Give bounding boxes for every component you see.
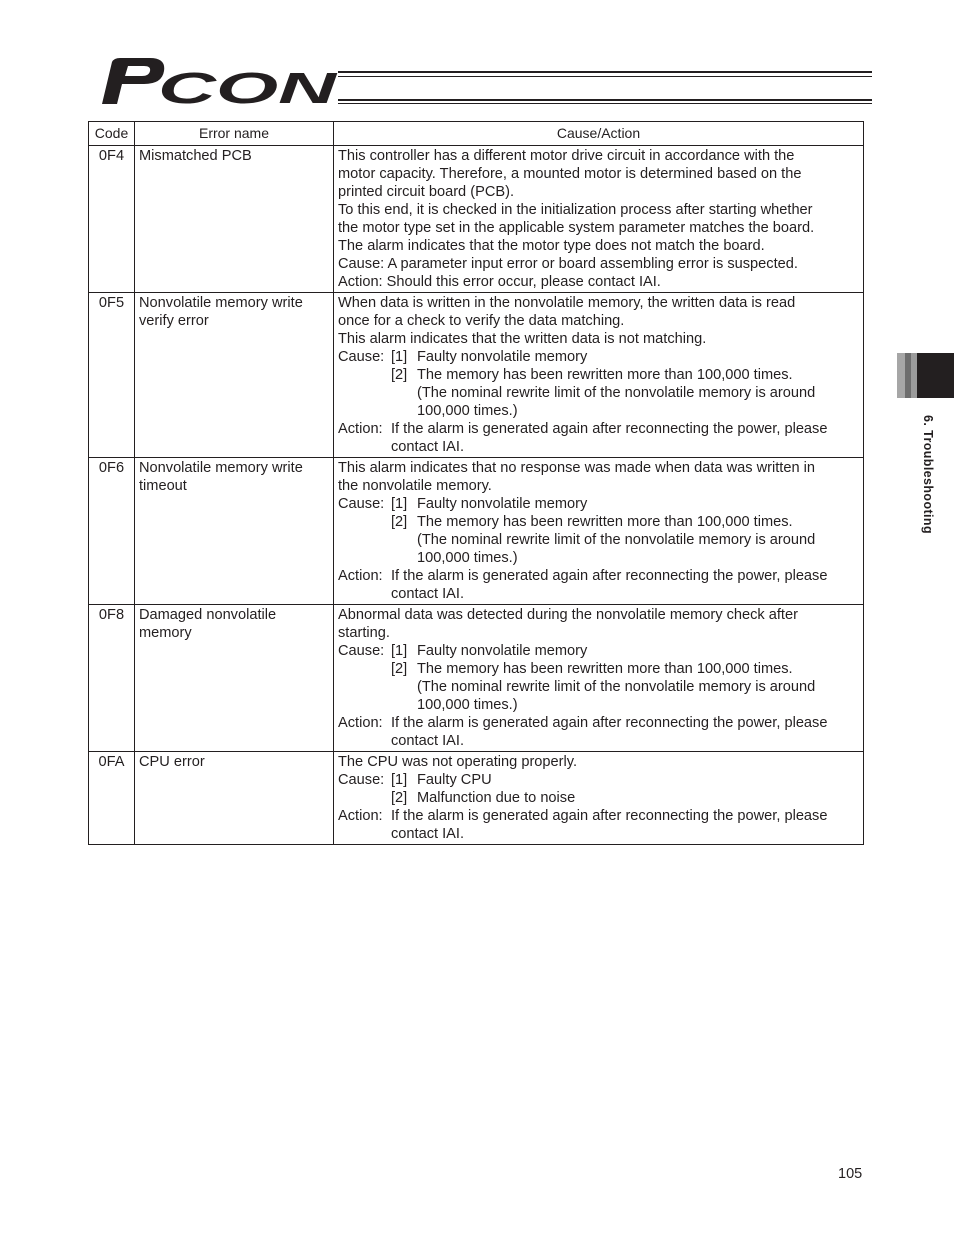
cause-text: Faulty nonvolatile memory [417,496,588,512]
cause-number: [1] [391,643,408,659]
cause-label: Cause: [338,643,385,659]
cause-line [338,660,861,678]
table-row [89,293,864,458]
action-text: If the alarm is generated again after reconnecting the power, please [391,715,828,731]
cause-text: The memory has been rewritten more than 100,000 times. [417,367,793,383]
action-line [338,732,861,750]
error-code: 0FA [89,752,135,845]
cause-action-cell [334,458,864,605]
cause-number: [1] [391,349,408,365]
cause-action-cell [334,605,864,752]
cause-action-cell [334,752,864,845]
action-text: contact IAI. [391,733,465,749]
description-line: Abnormal data was detected during the nonvolatile memory check after [338,607,798,623]
error-code: 0F4 [89,146,135,293]
cause-line [338,495,861,513]
cause-label: Cause: [338,349,385,365]
cause-line [338,771,861,789]
page-number: 105 [838,1166,863,1182]
cause-line [338,348,861,366]
action-label: Action: [338,715,383,731]
cause-number: [2] [391,790,408,806]
cause-note-line: (The nominal rewrite limit of the nonvolatile memory is around [417,679,816,695]
description-line: the nonvolatile memory. [338,478,492,494]
description-line: This alarm indicates that no response was made when data was written in [338,460,815,476]
cause-text: The memory has been rewritten more than 100,000 times. [417,514,793,530]
action-text: If the alarm is generated again after reconnecting the power, please [391,421,828,437]
action-line [338,807,861,825]
cause-action-cell [334,146,864,293]
description-line: Cause: A parameter input error or board assembling error is suspected. [338,256,798,272]
description-line: printed circuit board (PCB). [338,184,515,200]
action-text: contact IAI. [391,826,465,842]
svg-text:CON: CON [158,64,338,106]
cause-text: Faulty CPU [417,772,492,788]
cause-number: [2] [391,514,408,530]
error-name: Mismatched PCB [135,146,334,293]
cause-text: Faulty nonvolatile memory [417,349,588,365]
error-name: Nonvolatile memory write verify error [135,293,334,458]
action-line [338,585,861,603]
error-name: Nonvolatile memory write timeout [135,458,334,605]
cause-number: [1] [391,496,408,512]
table-row [89,752,864,845]
cause-number: [1] [391,772,408,788]
cause-note-line: (The nominal rewrite limit of the nonvolatile memory is around [417,385,816,401]
action-label: Action: [338,568,383,584]
description-line: The alarm indicates that the motor type does not match the board. [338,238,765,254]
header-rule [338,76,872,77]
error-name: Damaged nonvolatile memory [135,605,334,752]
cause-line [338,513,861,531]
cause-label: Cause: [338,496,385,512]
action-text: If the alarm is generated again after reconnecting the power, please [391,568,828,584]
cause-text: Faulty nonvolatile memory [417,643,588,659]
action-label: Action: [338,421,383,437]
description-line: the motor type set in the applicable system parameter matches the board. [338,220,815,236]
table-row [89,458,864,605]
error-code: 0F6 [89,458,135,605]
header-rule [338,99,872,101]
cause-action-column-header: Cause/Action [334,122,864,146]
action-line [338,567,861,585]
cause-number: [2] [391,367,408,383]
error-code: 0F8 [89,605,135,752]
cause-note-line: (The nominal rewrite limit of the nonvolatile memory is around [417,532,816,548]
description-line: To this end, it is checked in the initialization process after starting whether [338,202,813,218]
cause-action-cell [334,293,864,458]
cause-number: [2] [391,661,408,677]
description-line: once for a check to verify the data matching. [338,313,625,329]
action-label: Action: [338,808,383,824]
cause-label: Cause: [338,772,385,788]
chapter-tab [897,353,954,398]
cause-note-line: 100,000 times.) [417,550,518,566]
header-rule [338,71,872,73]
error-name-column-header: Error name [135,122,334,146]
chapter-label: 6. Troubleshooting [921,415,935,535]
cause-note-line: 100,000 times.) [417,403,518,419]
description-line: When data is written in the nonvolatile memory, the written data is read [338,295,796,311]
table-header-row [89,122,864,146]
action-text: contact IAI. [391,586,465,602]
error-code: 0F5 [89,293,135,458]
action-text: If the alarm is generated again after reconnecting the power, please [391,808,828,824]
header-rule [338,103,872,104]
action-line [338,714,861,732]
cause-note-line: 100,000 times.) [417,697,518,713]
pcon-logo [102,56,338,106]
action-text: contact IAI. [391,439,465,455]
error-table [88,121,864,845]
cause-line [338,366,861,384]
cause-text: Malfunction due to noise [417,790,576,806]
cause-line [338,789,861,807]
action-line [338,438,861,456]
description-line: starting. [338,625,390,641]
description-line: The CPU was not operating properly. [338,754,578,770]
table-row [89,146,864,293]
action-line [338,420,861,438]
cause-text: The memory has been rewritten more than 100,000 times. [417,661,793,677]
description-line: motor capacity. Therefore, a mounted motor is determined based on the [338,166,802,182]
description-line: This alarm indicates that the written data is not matching. [338,331,707,347]
code-column-header: Code [89,122,135,146]
action-line [338,825,861,843]
table-row [89,605,864,752]
description-line: This controller has a different motor drive circuit in accordance with the [338,148,795,164]
error-name: CPU error [135,752,334,845]
description-line: Action: Should this error occur, please contact IAI. [338,274,661,290]
cause-line [338,642,861,660]
